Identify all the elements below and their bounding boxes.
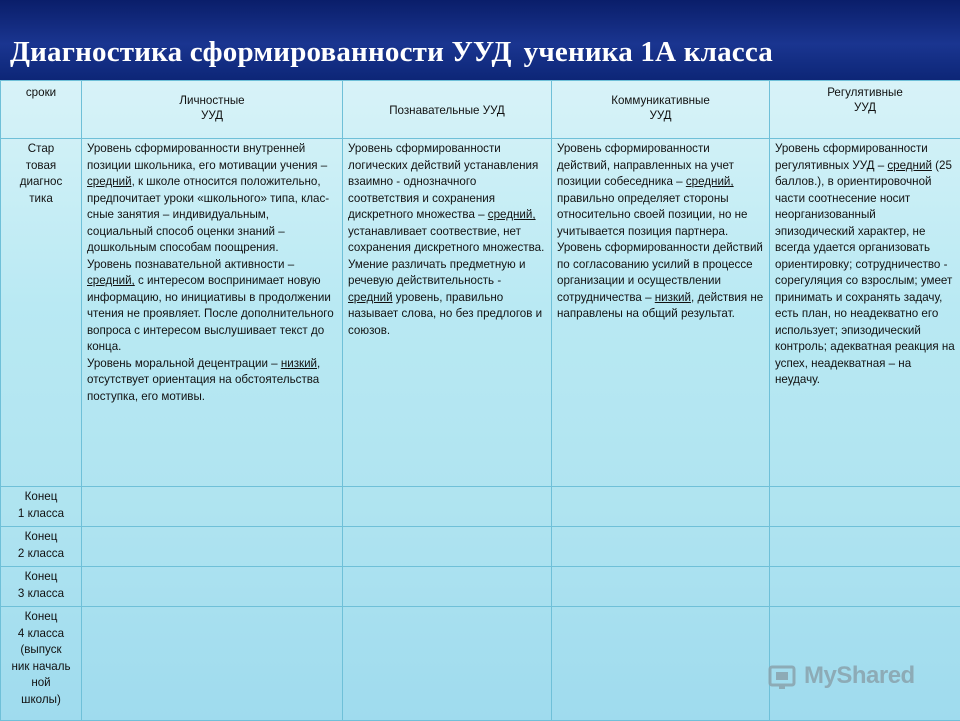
title-part-2: ученика 1А класса — [524, 36, 773, 68]
empty-cell — [552, 527, 770, 567]
header-line: УУД — [775, 100, 955, 115]
paragraph — [87, 141, 337, 207]
empty-cell — [770, 567, 960, 607]
table-row-start — [1, 139, 960, 487]
text: (25 баллов.), в ориентировочной части соотнесение носит неорганизованный эпизодический характер, не всегда удается организовать ориентировку; сотрудничество - сорегуляция со взрослым; умеет принимать и сохранять задачу, есть план, но неадекватно его использует; эпизодический контроль; адекватная реакция на успех, неадекватная – на неудачу. — [775, 159, 955, 387]
period-line: товая — [6, 158, 76, 175]
empty-cell — [552, 567, 770, 607]
header-sroki: сроки — [1, 81, 82, 139]
empty-cell — [343, 567, 552, 607]
empty-cell — [82, 527, 343, 567]
period-line: 4 класса — [6, 626, 76, 643]
table-row — [1, 527, 960, 567]
empty-cell — [770, 527, 960, 567]
period-line: 3 класса — [6, 586, 76, 603]
period-line: ник началь — [6, 659, 76, 676]
level-value: средний — [887, 159, 932, 172]
period-cell — [1, 567, 82, 607]
myshared-logo-icon — [768, 662, 798, 690]
header-line: Регулятивные — [775, 85, 955, 100]
text: Уровень сформированности действий, направленных на учет позиции собеседника – — [557, 142, 734, 188]
text: , к школе относится положительно, предпочитает уроки «школьного» типа, клас- — [87, 175, 329, 205]
paragraph — [348, 257, 546, 340]
empty-cell — [82, 567, 343, 607]
empty-cell — [552, 607, 770, 721]
header-regulyativnye — [770, 81, 960, 139]
title-part-1: Диагностика сформированности УУД — [10, 36, 512, 68]
period-cell — [1, 527, 82, 567]
period-line: ной — [6, 675, 76, 692]
period-cell — [1, 139, 82, 487]
paragraph — [775, 141, 955, 389]
empty-cell — [82, 607, 343, 721]
paragraph — [87, 257, 337, 356]
empty-cell — [770, 487, 960, 527]
header-line: УУД — [557, 108, 764, 123]
text: уровень, правильно называет слова, но без предлогов и союзов. — [348, 291, 542, 337]
cell-poznavatelnye — [343, 139, 552, 487]
period-line: Конец — [6, 529, 76, 546]
period-cell — [1, 607, 82, 721]
period-line: Конец — [6, 489, 76, 506]
period-line: 1 класса — [6, 506, 76, 523]
paragraph — [348, 141, 546, 257]
period-line: 2 класса — [6, 546, 76, 563]
text: Уровень познавательной активности – — [87, 258, 294, 271]
uud-diagnostics-table — [0, 80, 960, 721]
empty-cell — [552, 487, 770, 527]
text: , отсутствует ориентация на обстоятельства поступка, его мотивы. — [87, 357, 320, 403]
level-value: средний, — [686, 175, 734, 188]
level-value: средний — [348, 291, 393, 304]
cell-kommunikativnye — [552, 139, 770, 487]
header-kommunikativnye — [552, 81, 770, 139]
level-value: средний — [87, 175, 132, 188]
empty-cell — [343, 487, 552, 527]
period-line: школы) — [6, 692, 76, 709]
period-line: диагнос — [6, 174, 76, 191]
level-value: средний, — [87, 274, 135, 287]
header-lichnostnye — [82, 81, 343, 139]
header-line: Коммуникативные — [557, 93, 764, 108]
period-line: (выпуск — [6, 642, 76, 659]
period-line: тика — [6, 191, 76, 208]
page-title — [10, 36, 773, 69]
text: Уровень сформированности внутренней позиции школьника, его мотивации учения – — [87, 142, 327, 172]
header-row — [1, 81, 960, 139]
paragraph — [557, 240, 764, 323]
header-line: УУД — [87, 108, 337, 123]
text: , действия не направлены на общий результат. — [557, 291, 763, 321]
text: с интересом воспринимает новую информацию, но инициативы в продолжении чтения не проявляет. После дополнительного вопроса с интересом выслушивает текст до конца. — [87, 274, 334, 353]
period-cell — [1, 487, 82, 527]
text: правильно определяет стороны относительно своей позиции, но не учитывается позиция партнера. — [557, 192, 748, 238]
level-value: низкий — [655, 291, 691, 304]
paragraph — [87, 356, 337, 406]
cell-regulyativnye — [770, 139, 960, 487]
table-row — [1, 567, 960, 607]
level-value: низкий — [281, 357, 317, 370]
header-poznavatelnye: Познавательные УУД — [343, 81, 552, 139]
text: Уровень сформированности логических действий устанавления взаимно - однозначного соответствия и сохранения дискретного множества – — [348, 142, 538, 221]
text: Уровень сформированности регулятивных УУД – — [775, 142, 928, 172]
level-value: средний, — [488, 208, 536, 221]
paragraph — [557, 141, 764, 240]
empty-cell — [82, 487, 343, 527]
text: устанавливает соотвествие, нет сохранения дискретного множества. — [348, 225, 544, 255]
text: Умение различать предметную и речевую действительность - — [348, 258, 525, 288]
paragraph: сные занятия – индивидуальным, социальный способ оценки знаний – дошкольным способам поощрения. — [87, 207, 337, 257]
slide-header — [0, 0, 960, 80]
empty-cell — [343, 607, 552, 721]
empty-cell — [343, 527, 552, 567]
header-line: Личностные — [87, 93, 337, 108]
watermark-text: MyShared — [804, 662, 915, 690]
period-line: Конец — [6, 569, 76, 586]
table-row — [1, 487, 960, 527]
period-line: Стар — [6, 141, 76, 158]
text: Уровень моральной децентрации – — [87, 357, 281, 370]
myshared-watermark — [768, 656, 938, 696]
period-line: Конец — [6, 609, 76, 626]
cell-lichnostnye — [82, 139, 343, 487]
text: Уровень сформированности действий по согласованию усилий в процессе организации и осуществлении сотрудничества – — [557, 241, 763, 304]
